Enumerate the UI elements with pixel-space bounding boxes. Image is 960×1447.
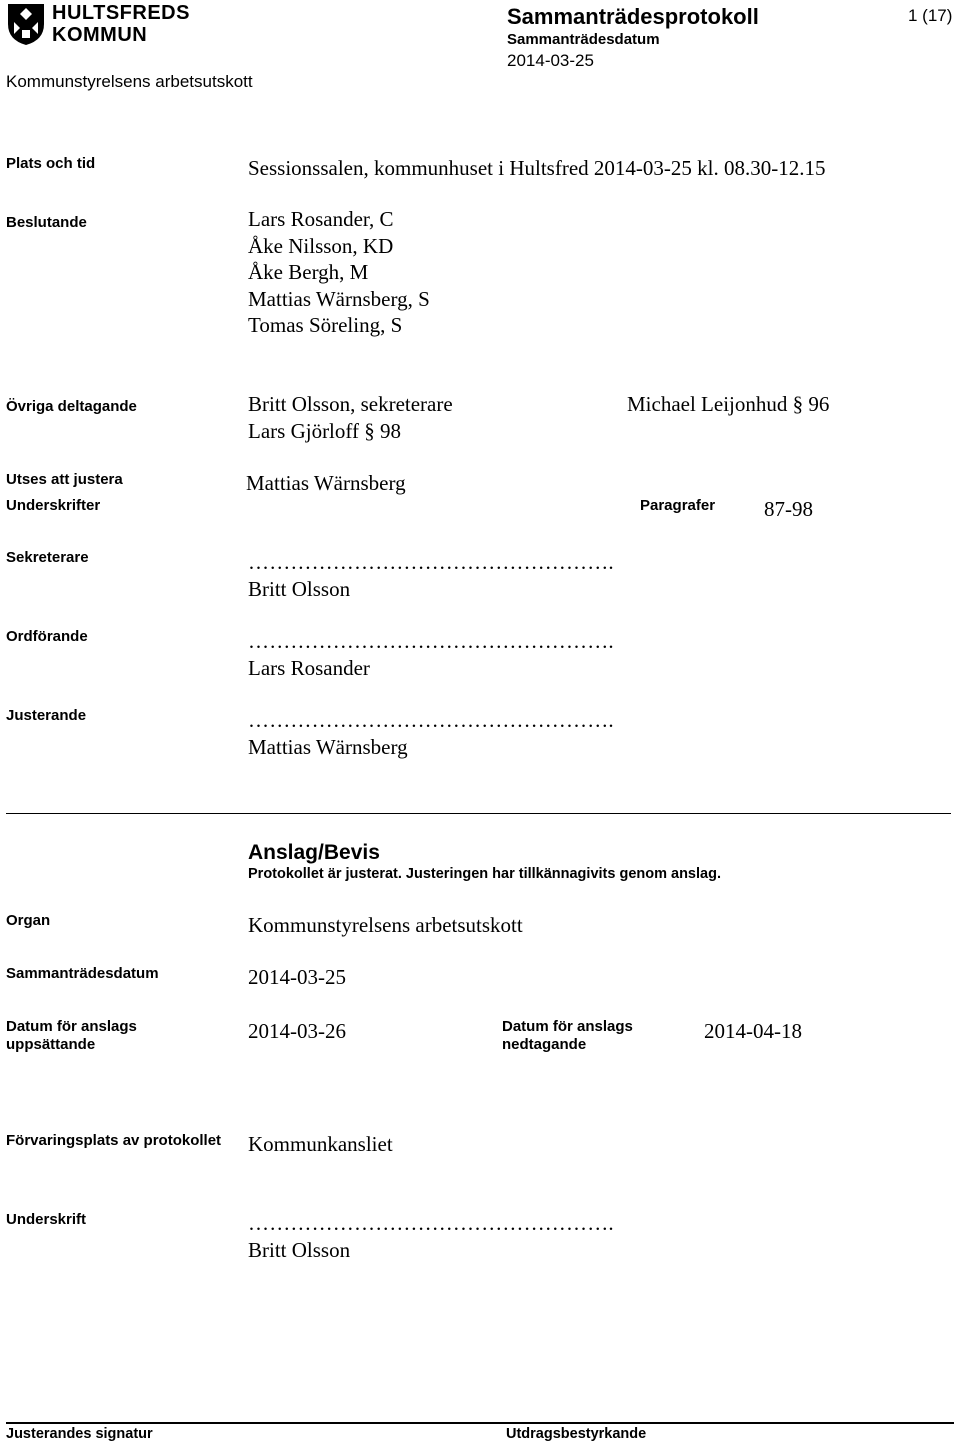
place-label: Plats och tid [6,155,96,172]
posted-label-line: Datum för anslags [6,1018,137,1035]
signature-line: ……………………………………………. [248,1211,614,1235]
posted-label-line: uppsättande [6,1036,96,1053]
storage-value: Kommunkansliet [248,1132,393,1156]
storage-label: Förvaringsplats av protokollet [6,1132,222,1149]
adjuster-label: Utses att justera [6,471,123,488]
organ-label: Organ [6,912,51,929]
notice-heading: Anslag/Bevis [248,841,380,864]
chair-name: Lars Rosander [248,656,370,680]
signature-line: ……………………………………………. [248,550,614,574]
decider-item: Åke Nilsson, KD [248,233,394,258]
header-date-label: Sammanträdesdatum [507,31,660,48]
footer-divider [6,1422,954,1424]
paragraphs-label: Paragrafer [640,497,716,514]
signature-name: Britt Olsson [248,1238,351,1262]
footer-left: Justerandes signatur [6,1426,153,1442]
notice-subtitle: Protokollet är justerat. Justeringen har tillkännagivits genom anslag. [248,866,721,882]
meeting-date-value: 2014-03-25 [248,965,346,989]
signature-line: ……………………………………………. [248,708,614,732]
page-number: 1 (17) [908,6,953,25]
header-date: 2014-03-25 [507,51,594,70]
place-value: Sessionssalen, kommunhuset i Hultsfred 2014-03-25 kl. 08.30-12.15 [248,156,826,180]
secretary-label: Sekreterare [6,549,89,566]
municipality-logo [6,2,190,46]
other-participant: Lars Gjörloff § 98 [248,419,401,443]
other-participant: Britt Olsson, sekreterare [248,392,453,416]
decider-item: Mattias Wärnsberg, S [248,286,430,311]
logo-line-2: KOMMUN [52,24,148,46]
posted-date: 2014-03-26 [248,1019,346,1043]
coat-of-arms-icon [6,2,46,46]
removed-label [502,1018,633,1054]
footer-right: Utdragsbestyrkande [506,1426,647,1442]
section-divider [6,813,951,814]
other-participant: Michael Leijonhud § 96 [627,392,830,416]
document-title: Sammanträdesprotokoll [507,4,759,29]
others-label: Övriga deltagande [6,398,137,415]
adjusting-label: Justerande [6,707,87,724]
posted-label [6,1018,137,1054]
organ-value: Kommunstyrelsens arbetsutskott [248,913,523,937]
chair-label: Ordförande [6,628,88,645]
decider-item: Tomas Söreling, S [248,313,403,337]
logo-line-1: HULTSFREDS [52,2,190,24]
removed-date: 2014-04-18 [704,1019,802,1043]
signatures-label: Underskrifter [6,497,101,514]
secretary-name: Britt Olsson [248,577,351,601]
meeting-date-label: Sammanträdesdatum [6,965,159,982]
adjusting-name: Mattias Wärnsberg [248,735,408,759]
adjuster-value: Mattias Wärnsberg [246,471,406,495]
signature-label: Underskrift [6,1211,87,1228]
deciders-list [248,206,430,339]
decider-item: Lars Rosander, C [248,207,394,231]
signature-line: ……………………………………………. [248,629,614,653]
decider-item: Åke Bergh, M [248,260,369,284]
deciders-label: Beslutande [6,214,87,231]
removed-label-line: nedtagande [502,1036,587,1053]
committee-name: Kommunstyrelsens arbetsutskott [6,72,253,91]
paragraphs-value: 87-98 [764,497,813,521]
removed-label-line: Datum för anslags [502,1018,633,1035]
